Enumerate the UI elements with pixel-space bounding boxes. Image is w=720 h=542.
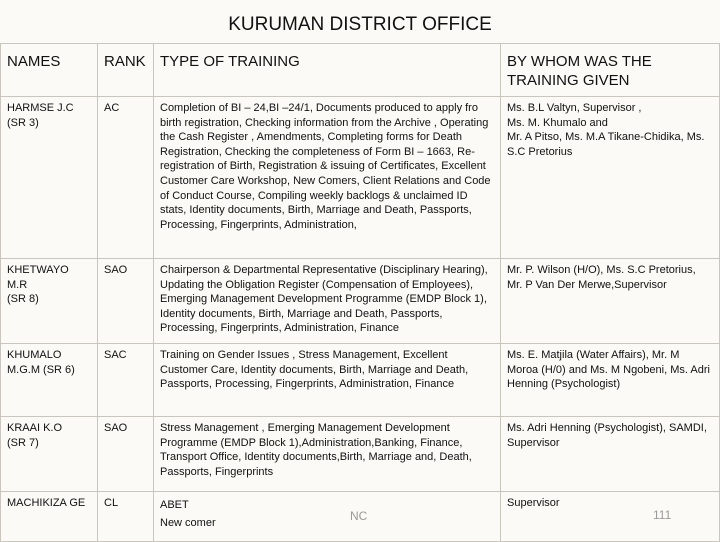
given-by-line: Mr. P. Wilson (H/O), Ms. S.C Pretorius, Mr. P Van Der Merwe,Supervisor bbox=[507, 264, 696, 291]
name-line: MACHIKIZA GE bbox=[7, 497, 86, 509]
name-line: KHUMALO bbox=[7, 349, 62, 361]
name-line: HARMSE J.C bbox=[7, 102, 74, 114]
name-line: KHETWAYO M.R bbox=[7, 264, 69, 291]
training-cell: Completion of BI – 24,BI –24/1, Documents produced to apply fro birth registration, Checking information from the Archive , Operating the Cash Register , Amendments, Completing forms for Death Registration, Checking the completeness of Form BI – 1663, Re-registration of Birth, Registration & issuing of Certificates, Excellent Customer Care Workshop, New Comers, Client Relations and Code of Conduct Course, Compiling weekly backlogs & unclaimed ID stats, Identity documents, Birth, Marriage and Death, Passports, Processing, Fingerprints, Administration, bbox=[154, 97, 501, 259]
header-training: TYPE OF TRAINING bbox=[154, 44, 501, 97]
given-by-cell bbox=[501, 344, 720, 417]
training-cell: Training on Gender Issues , Stress Management, Excellent Customer Care, Identity documents, Birth, Marriage and Death, Passports, Processing, Fingerprints, Administration, Finance bbox=[154, 344, 501, 417]
name-line: (SR 8) bbox=[7, 293, 39, 306]
page-number: 111 bbox=[653, 508, 672, 522]
training-cell: Stress Management , Emerging Management Development Programme (EMDP Block 1),Administration,Banking, Finance, Transport Office, Identity documents,Birth, Marriage and, Death, Passports, Fingerprints bbox=[154, 417, 501, 492]
given-by-line: Ms. Adri Henning (Psychologist), SAMDI, Supervisor bbox=[507, 422, 707, 449]
page-title: KURUMAN DISTRICT OFFICE bbox=[228, 14, 492, 35]
given-by-line: Mr. A Pitso, Ms. M.A Tikane-Chidika, Ms. S.C Pretorius bbox=[507, 131, 705, 158]
name-line: KRAAI K.O bbox=[7, 422, 63, 434]
training-cell: Chairperson & Departmental Representative (Disciplinary Hearing), Updating the Obligation Register (Compensation of Employees), Emerging Management Development Programme (EMDP Block 1), Identity documents, Birth, Marriage and Death, Passports, Processing, Fingerprints, Administration, Finance bbox=[154, 259, 501, 344]
given-by-cell bbox=[501, 259, 720, 344]
name-line: M.G.M (SR 6) bbox=[7, 363, 75, 376]
header-given-by: BY WHOM WAS THE TRAINING GIVEN bbox=[501, 44, 720, 97]
given-by-line: Supervisor bbox=[507, 497, 560, 509]
training-cell bbox=[154, 492, 501, 542]
header-rank: RANK bbox=[98, 44, 154, 97]
rank-cell: SAO bbox=[98, 259, 154, 344]
header-names: NAMES bbox=[1, 44, 98, 97]
name-line: (SR 3) bbox=[7, 116, 39, 129]
table-header-row bbox=[1, 44, 720, 97]
name-cell bbox=[1, 492, 98, 542]
given-by-line: Ms. M. Khumalo and bbox=[507, 116, 608, 129]
training-line: New comer bbox=[160, 517, 216, 529]
name-cell bbox=[1, 259, 98, 344]
footer-nc: NC bbox=[350, 509, 368, 523]
given-by-line: Ms. E. Matjila (Water Affairs), Mr. M Moroa (H/0) and Ms. M Ngobeni, Ms. Adri Henning (Psychologist) bbox=[507, 349, 710, 391]
table-row bbox=[1, 97, 720, 259]
table-row bbox=[1, 259, 720, 344]
rank-cell: CL bbox=[98, 492, 154, 542]
name-cell bbox=[1, 97, 98, 259]
given-by-cell bbox=[501, 417, 720, 492]
table-row bbox=[1, 344, 720, 417]
given-by-line: Ms. B.L Valtyn, Supervisor , bbox=[507, 102, 642, 114]
name-cell bbox=[1, 417, 98, 492]
rank-cell: AC bbox=[98, 97, 154, 259]
name-line: (SR 7) bbox=[7, 436, 39, 449]
training-line: ABET bbox=[160, 499, 189, 511]
given-by-cell bbox=[501, 97, 720, 259]
rank-cell: SAC bbox=[98, 344, 154, 417]
training-table bbox=[0, 43, 720, 542]
given-by-cell bbox=[501, 492, 720, 542]
rank-cell: SAO bbox=[98, 417, 154, 492]
table-row bbox=[1, 417, 720, 492]
name-cell bbox=[1, 344, 98, 417]
